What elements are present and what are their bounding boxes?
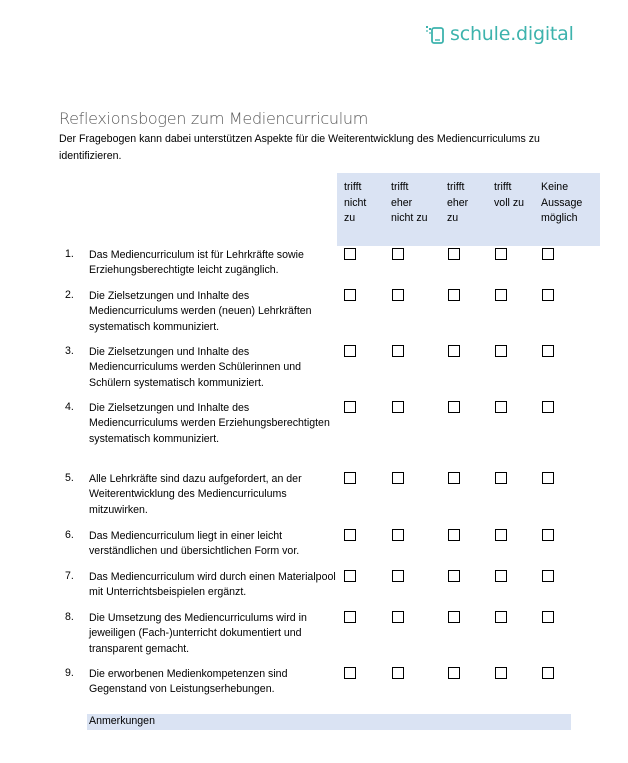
item-number: 8. (65, 611, 74, 623)
rating-checkbox[interactable] (448, 345, 460, 357)
rating-checkbox[interactable] (495, 345, 507, 357)
rating-checkbox[interactable] (392, 248, 404, 260)
rating-checkbox[interactable] (542, 611, 554, 623)
rating-checkbox[interactable] (344, 345, 356, 357)
item-statement: Die Zielsetzungen und Inhalte des Mediencurriculums werden (neuen) Lehrkräften systematisch kommuniziert. (89, 290, 312, 333)
item-number: 6. (65, 529, 74, 541)
rating-checkbox[interactable] (495, 570, 507, 582)
scale-column-label: trifft eher zu (447, 181, 469, 224)
tablet-dots-icon (424, 23, 446, 45)
item-statement: Die Zielsetzungen und Inhalte des Mediencurriculums werden Schülerinnen und Schülern systematisch kommuniziert. (89, 346, 301, 389)
rating-checkbox[interactable] (392, 401, 404, 413)
notes-section[interactable] (87, 714, 571, 730)
rating-checkbox[interactable] (495, 667, 507, 679)
item-statement: Das Mediencurriculum ist für Lehrkräfte sowie Erziehungsberechtigte leicht zugänglich. (89, 249, 304, 277)
rating-checkbox[interactable] (542, 248, 554, 260)
rating-checkbox[interactable] (448, 401, 460, 413)
rating-checkbox[interactable] (392, 289, 404, 301)
rating-checkbox[interactable] (495, 289, 507, 301)
rating-checkbox[interactable] (344, 529, 356, 541)
item-statement: Die erworbenen Medienkompetenzen sind Gegenstand von Leistungserhebungen. (89, 668, 288, 696)
scale-column-label: trifft nicht zu (344, 181, 367, 224)
scale-column-label: Keine Aussage möglich (541, 181, 583, 224)
rating-checkbox[interactable] (344, 401, 356, 413)
rating-checkbox[interactable] (542, 289, 554, 301)
rating-checkbox[interactable] (392, 529, 404, 541)
item-number: 9. (65, 667, 74, 679)
rating-checkbox[interactable] (392, 611, 404, 623)
rating-checkbox[interactable] (542, 472, 554, 484)
rating-checkbox[interactable] (344, 611, 356, 623)
rating-checkbox[interactable] (448, 611, 460, 623)
rating-checkbox[interactable] (448, 248, 460, 260)
rating-checkbox[interactable] (344, 248, 356, 260)
rating-checkbox[interactable] (392, 345, 404, 357)
rating-checkbox[interactable] (495, 472, 507, 484)
rating-checkbox[interactable] (392, 667, 404, 679)
rating-checkbox[interactable] (542, 667, 554, 679)
rating-checkbox[interactable] (448, 570, 460, 582)
rating-checkbox[interactable] (344, 570, 356, 582)
rating-checkbox[interactable] (542, 570, 554, 582)
scale-column-label: trifft voll zu (494, 181, 525, 209)
item-number: 5. (65, 472, 74, 484)
intro-text: Der Fragebogen kann dabei unterstützen Aspekte für die Weiterentwicklung des Mediencurriculums zu identifizieren. (59, 133, 540, 162)
notes-label: Anmerkungen (89, 715, 155, 727)
rating-checkbox[interactable] (542, 529, 554, 541)
rating-checkbox[interactable] (542, 401, 554, 413)
rating-checkbox[interactable] (448, 472, 460, 484)
item-statement: Das Mediencurriculum liegt in einer leicht verständlichen und übersichtlichen Form vor. (89, 530, 300, 558)
rating-checkbox[interactable] (448, 289, 460, 301)
item-number: 1. (65, 248, 74, 260)
rating-checkbox[interactable] (542, 345, 554, 357)
brand-name: schule.digital (450, 23, 574, 45)
item-number: 3. (65, 345, 74, 357)
rating-checkbox[interactable] (344, 289, 356, 301)
rating-checkbox[interactable] (448, 667, 460, 679)
brand-logo (424, 20, 574, 48)
item-number: 4. (65, 401, 74, 413)
item-statement: Alle Lehrkräfte sind dazu aufgefordert, an der Weiterentwicklung des Mediencurriculums mitzuwirken. (89, 473, 302, 516)
rating-checkbox[interactable] (495, 611, 507, 623)
item-number: 2. (65, 289, 74, 301)
rating-checkbox[interactable] (392, 570, 404, 582)
rating-checkbox[interactable] (392, 472, 404, 484)
page-title: Reflexionsbogen zum Mediencurriculum (59, 109, 368, 128)
item-statement: Die Zielsetzungen und Inhalte des Mediencurriculums werden Erziehungsberechtigten systematisch kommuniziert. (89, 402, 330, 445)
item-statement: Die Umsetzung des Mediencurriculums wird in jeweiligen (Fach-)unterricht dokumentiert und transparent gemacht. (89, 612, 307, 655)
scale-column-label: trifft eher nicht zu (391, 181, 428, 224)
rating-checkbox[interactable] (495, 248, 507, 260)
item-statement: Das Mediencurriculum wird durch einen Materialpool mit Unterrichtsbeispielen ergänzt. (89, 571, 336, 599)
rating-checkbox[interactable] (344, 667, 356, 679)
item-number: 7. (65, 570, 74, 582)
rating-checkbox[interactable] (448, 529, 460, 541)
rating-checkbox[interactable] (344, 472, 356, 484)
rating-checkbox[interactable] (495, 401, 507, 413)
rating-checkbox[interactable] (495, 529, 507, 541)
